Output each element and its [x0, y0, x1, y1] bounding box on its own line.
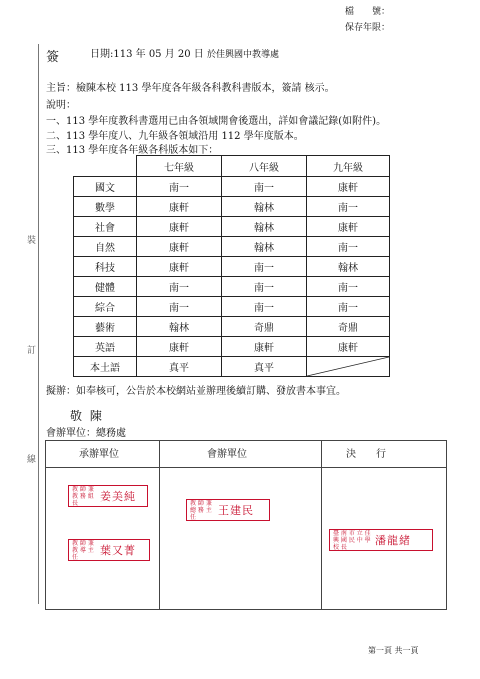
grade8-cell: 翰林	[222, 237, 307, 257]
grade7-cell: 真平	[137, 357, 222, 377]
subject-cell: 藝術	[74, 317, 137, 337]
explain-item-2: 二、113 學年度八、九年級各領域沿用 112 學年度版本。	[46, 131, 304, 142]
subject-cell: 英語	[74, 337, 137, 357]
grade8-cell: 康軒	[222, 337, 307, 357]
stamp-title: 臺 南 市 立 佳 興 國 民 中 學 校 長	[333, 529, 371, 551]
grade7-cell: 康軒	[137, 337, 222, 357]
binding-line	[38, 44, 39, 604]
stamp-name: 王建民	[218, 504, 254, 517]
stamp-title: 教 師 兼 教 導 主 任	[72, 539, 94, 561]
table-header-grade8: 八年級	[222, 156, 307, 177]
stamp-principal	[329, 529, 433, 551]
grade8-cell: 南一	[222, 257, 307, 277]
subject-line: 主旨：檢陳本校 113 學年度各年級各科教科書版本，簽請 核示。	[46, 83, 335, 94]
stamp-title: 教 師 兼 教 務 組 長	[72, 485, 94, 507]
table-row	[74, 237, 390, 257]
grade9-cell: 南一	[307, 197, 390, 217]
table-header-grade7: 七年級	[137, 156, 222, 177]
grade7-cell: 南一	[137, 297, 222, 317]
sign-title: 簽	[46, 50, 60, 65]
grade9-cell-empty-diagonal	[307, 357, 390, 377]
proposal-line: 擬辦：如奉核可，公告於本校網站並辦理後續訂購、發放書本事宜。	[46, 386, 346, 397]
subject-cell: 自然	[74, 237, 137, 257]
textbook-version-table	[73, 155, 390, 377]
grade8-cell: 奇鼎	[222, 317, 307, 337]
table-row	[74, 317, 390, 337]
subject-cell: 社會	[74, 217, 137, 237]
table-row	[74, 197, 390, 217]
stamp-general-affairs-director	[186, 499, 270, 521]
subject-cell: 數學	[74, 197, 137, 217]
grade8-cell: 南一	[222, 177, 307, 197]
grade9-cell: 南一	[307, 297, 390, 317]
explain-item-1: 一、113 學年度教科書選用已由各領域開會後選出，詳如會議記錄(如附件)。	[46, 116, 387, 127]
stamp-name: 姜美純	[100, 490, 136, 503]
grade9-cell: 康軒	[307, 217, 390, 237]
table-header-grade9: 九年級	[307, 156, 390, 177]
file-number-label: 檔 號：	[345, 7, 391, 17]
grade7-cell: 翰林	[137, 317, 222, 337]
signoff-table	[45, 440, 447, 610]
page-footer: 第一頁 共一頁	[368, 646, 419, 655]
grade7-cell: 南一	[137, 277, 222, 297]
subject-cell: 本土語	[74, 357, 137, 377]
grade9-cell: 翰林	[307, 257, 390, 277]
stamp-name: 潘龍緒	[375, 534, 411, 547]
table-header-blank	[74, 156, 137, 177]
grade9-cell: 康軒	[307, 337, 390, 357]
subject-cell: 科技	[74, 257, 137, 277]
binding-char-ding: 訂	[27, 346, 37, 356]
table-row	[74, 257, 390, 277]
grade7-cell: 康軒	[137, 217, 222, 237]
grade7-cell: 康軒	[137, 197, 222, 217]
binding-char-xian: 線	[27, 455, 37, 465]
explain-item-3: 三、113 學年度各年級各科版本如下：	[46, 145, 219, 156]
stamp-title: 教 師 兼 總 務 主 任	[190, 499, 212, 521]
grade8-cell: 真平	[222, 357, 307, 377]
sign-place: 於佳興國中教導處	[207, 50, 280, 60]
grade7-cell: 南一	[137, 177, 222, 197]
grade9-cell: 南一	[307, 237, 390, 257]
diagonal-strike-icon	[307, 357, 389, 376]
table-header-row	[74, 156, 390, 177]
grade8-cell: 南一	[222, 297, 307, 317]
sign-date: 日期:113 年 05 月 20 日	[90, 49, 204, 60]
binding-char-zhuang: 裝	[27, 236, 37, 246]
signoff-divider	[159, 441, 160, 609]
signoff-header-co-unit: 會辦單位	[207, 449, 247, 460]
grade8-cell: 南一	[222, 277, 307, 297]
signoff-header-handling: 承辦單位	[79, 449, 119, 460]
stamp-name: 葉又菁	[100, 544, 136, 557]
closing-text: 敬 陳	[70, 409, 104, 423]
table-row	[74, 277, 390, 297]
stamp-academic-director	[68, 539, 150, 561]
grade9-cell: 南一	[307, 277, 390, 297]
grade8-cell: 翰林	[222, 197, 307, 217]
signoff-divider	[321, 441, 322, 609]
grade9-cell: 康軒	[307, 177, 390, 197]
explain-label: 說明：	[46, 100, 76, 111]
subject-cell: 健體	[74, 277, 137, 297]
grade8-cell: 翰林	[222, 217, 307, 237]
grade7-cell: 康軒	[137, 237, 222, 257]
subject-cell: 綜合	[74, 297, 137, 317]
table-row	[74, 177, 390, 197]
table-row	[74, 217, 390, 237]
signoff-header-decision: 決 行	[346, 449, 386, 460]
table-row	[74, 297, 390, 317]
stamp-academic-section-chief	[68, 485, 148, 507]
co-unit-line: 會辦單位：總務處	[46, 428, 126, 439]
table-row	[74, 357, 390, 377]
grade9-cell: 奇鼎	[307, 317, 390, 337]
table-row	[74, 337, 390, 357]
subject-cell: 國文	[74, 177, 137, 197]
retention-period-label: 保存年限：	[345, 23, 391, 33]
grade7-cell: 康軒	[137, 257, 222, 277]
